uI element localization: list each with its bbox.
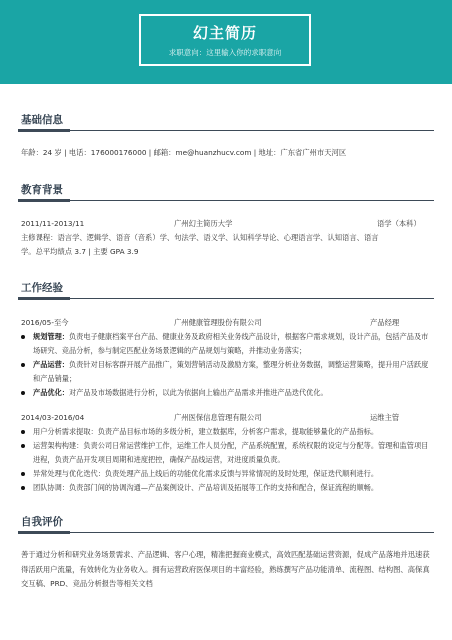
- bullet-label: 产品运营：: [33, 360, 69, 369]
- job-bullet: [21, 467, 433, 481]
- job-bullet: [21, 386, 433, 400]
- basic-info-line: 年龄：24 岁 | 电话：176000176000 | 邮箱：me@huanzhucv.com | 地址：广东省广州市天河区: [21, 148, 347, 157]
- bullet-dot: [21, 472, 25, 476]
- title-box: [139, 14, 311, 66]
- bullet-text: 运营架构构建：负责公司日常运营维护工作，运维工作人员分配，产品系统配置，系统权限的设定与分配等。管理和监管项目进程，负责产品开发项目周期和进度把控，确保产品线运营，对进度质量负责。: [33, 441, 429, 464]
- section-divider: [18, 298, 434, 299]
- bullet-label: 规划管理：: [33, 332, 69, 341]
- job-company: 广州健康管理股份有限公司: [174, 318, 262, 327]
- bullet-dot: [21, 363, 25, 367]
- job-bullet: [21, 439, 433, 467]
- education-courses-line-2: 学。总平均绩点 3.7 | 主要 GPA 3.9: [21, 247, 139, 256]
- job-period: 2014/03-2016/04: [21, 413, 85, 422]
- bullet-dot: [21, 444, 25, 448]
- job-intention: 求职意向：这里输入你的求职意向: [168, 48, 282, 57]
- resume-name: 幻主简历: [192, 24, 257, 42]
- bullet-dot: [21, 335, 25, 339]
- bullet-text: 异常处理与优化迭代：负责处理产品上线后的功能优化需求反馈与异常情况的及时处理，保证迭代顺利进行。: [33, 469, 379, 478]
- education-courses-line-1: 主修课程：语言学、逻辑学、语音（音系）学、句法学、语义学、认知科学导论、心理语言学、认知语言、语言: [21, 233, 379, 242]
- section-title-self-evaluation: 自我评价: [21, 516, 63, 528]
- job-bullet: [21, 481, 433, 495]
- bullet-text: 负责针对目标客群开展产品推广，策划营销活动及激励方案，整理分析业务数据，调整运营策略，提升用户活跃度和产品销量；: [33, 360, 429, 383]
- self-evaluation-text: 善于通过分析和研究业务场景需求、产品逻辑、客户心理，精准把握商业模式，高效匹配基础运营资源，促成产品落地并迅速获得活跃用户流量，有效转化为业务收入。拥有运营政府医保项目的丰富经验，熟练撰写产品功能清单、流程图、结构图、高保真交互稿、PRD、竞品分析报告等相关文档: [21, 550, 430, 588]
- education-degree: 语学（本科）: [377, 219, 421, 228]
- section-divider: [18, 532, 434, 533]
- bullet-text: 对产品及市场数据进行分析，以此为依据向上输出产品需求并推进产品迭代优化。: [68, 388, 328, 397]
- job-company: 广州医保信息管理有限公司: [174, 413, 262, 422]
- job-bullet: [21, 425, 433, 439]
- resume-header: [0, 0, 452, 84]
- education-school: 广州幻主简历大学: [174, 219, 233, 228]
- bullet-label: 产品优化：: [33, 388, 69, 397]
- section-divider: [18, 130, 434, 131]
- job-role: 运维主管: [370, 413, 400, 422]
- job-period: 2016/05-至今: [21, 318, 69, 327]
- bullet-text: 团队协调：负责部门间的协调沟通—产品案例设计、产品培训及拓展等工作的支持和配合，保证流程的顺畅。: [33, 483, 379, 492]
- section-title-basic-info: 基础信息: [21, 114, 63, 126]
- job-role: 产品经理: [370, 318, 400, 327]
- section-divider: [18, 200, 434, 201]
- bullet-text: 用户分析需求提取：负责产品目标市场的多级分析，建立数据库，分析客户需求，提取能够量化的产品指标。: [33, 427, 379, 436]
- education-period: 2011/11-2013/11: [21, 219, 85, 228]
- section-title-work: 工作经验: [21, 282, 63, 294]
- job-bullet: [21, 330, 433, 358]
- bullet-dot: [21, 391, 25, 395]
- section-title-education: 教育背景: [21, 184, 63, 196]
- bullet-text: 负责电子健康档案平台产品、健康业务及政府相关业务线产品设计，根据客户需求规划，设计产品，包括产品及市场研究、竞品分析，参与制定匹配业务场景逻辑的产品规划与策略，并推动业务落实；: [33, 332, 429, 355]
- bullet-dot: [21, 486, 25, 490]
- job-bullet: [21, 358, 433, 386]
- bullet-dot: [21, 430, 25, 434]
